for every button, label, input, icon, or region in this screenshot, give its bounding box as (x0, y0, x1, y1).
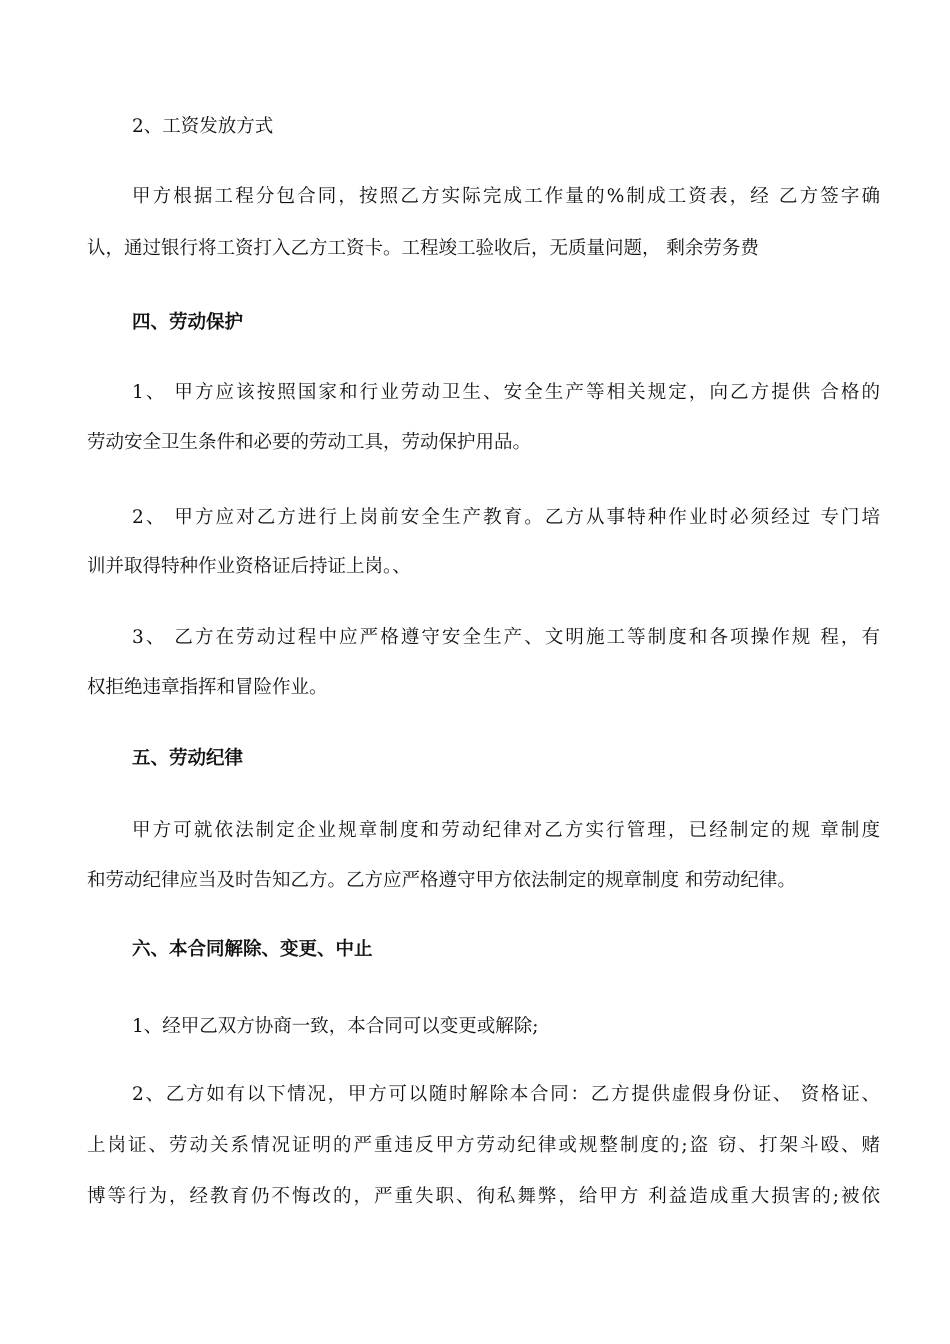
paragraph-line: 认，通过银行将工资打入乙方工资卡。工程竣工验收后，无质量问题， 剩余劳务费 (87, 238, 759, 259)
paragraph-line: 训并取得特种作业资格证后持证上岗。、 (87, 556, 411, 577)
paragraph-line: 和劳动纪律应当及时告知乙方。乙方应严格遵守甲方依法制定的规章制度 和劳动纪律。 (87, 870, 796, 891)
section-heading-contract-termination: 六、本合同解除、变更、中止 (132, 939, 373, 960)
section-heading-labor-protection: 四、劳动保护 (132, 312, 244, 333)
section-heading-labor-discipline: 五、劳动纪律 (132, 748, 244, 769)
paragraph-line: 2、乙方如有以下情况，甲方可以随时解除本合同：乙方提供虚假身份证、 资格证、 (132, 1084, 880, 1105)
paragraph-line: 2、 甲方应对乙方进行上岗前安全生产教育。乙方从事特种作业时必须经过 专门培 (132, 507, 880, 528)
subsection-heading-wage-payment: 2、工资发放方式 (132, 116, 274, 137)
paragraph-line: 博等行为，经教育仍不悔改的，严重失职、徇私舞弊，给甲方 利益造成重大损害的;被依 (87, 1186, 880, 1207)
paragraph-line: 权拒绝违章指挥和冒险作业。 (87, 677, 328, 698)
paragraph-line: 1、经甲乙双方协商一致，本合同可以变更或解除; (132, 1016, 539, 1037)
paragraph-line: 甲方根据工程分包合同，按照乙方实际完成工作量的%制成工资表，经 乙方签字确 (132, 186, 880, 207)
paragraph-line: 上岗证、劳动关系情况证明的严重违反甲方劳动纪律或规整制度的;盗 窃、打架斗殴、赌 (87, 1135, 880, 1156)
paragraph-line: 3、 乙方在劳动过程中应严格遵守安全生产、文明施工等制度和各项操作规 程，有 (132, 627, 880, 648)
paragraph-line: 1、 甲方应该按照国家和行业劳动卫生、安全生产等相关规定，向乙方提供 合格的 (132, 382, 880, 403)
paragraph-line: 甲方可就依法制定企业规章制度和劳动纪律对乙方实行管理，已经制定的规 章制度 (132, 820, 880, 841)
paragraph-line: 劳动安全卫生条件和必要的劳动工具，劳动保护用品。 (87, 432, 532, 453)
